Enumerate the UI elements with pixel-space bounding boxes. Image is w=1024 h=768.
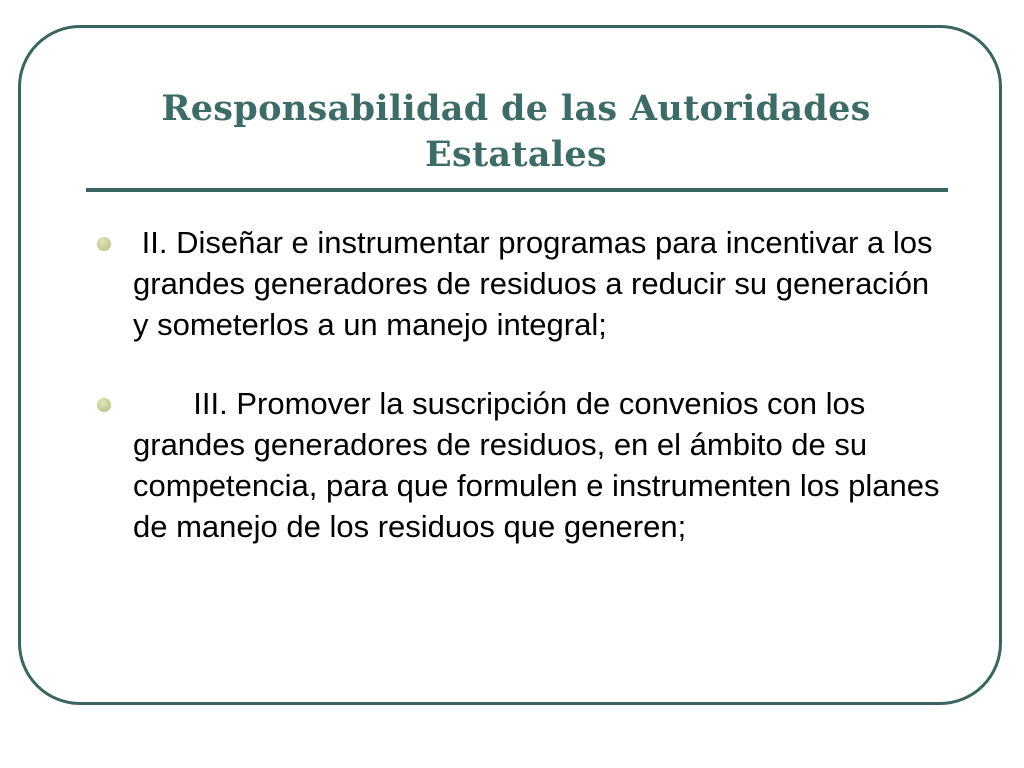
bullet-dot-icon xyxy=(97,398,111,412)
title-divider xyxy=(86,188,948,192)
bullet-dot-icon xyxy=(97,237,111,251)
bullet-list xyxy=(95,222,949,585)
bullet-item-ii xyxy=(95,222,945,345)
bullet-text: II. Diseñar e instrumentar programas para incentivar a los grandes generadores de residuos a reducir su generación y someterlos a un manejo integral; xyxy=(133,225,942,342)
bullet-text: III. Promover la suscripción de convenios con los grandes generadores de residuos, en el ámbito de su competencia, para que formulen e instrumenten los planes de manejo de los residuos que generen; xyxy=(133,386,949,544)
slide-title: Responsabilidad de las Autoridades Estatales xyxy=(161,88,871,175)
bullet-item-iii xyxy=(95,383,949,547)
